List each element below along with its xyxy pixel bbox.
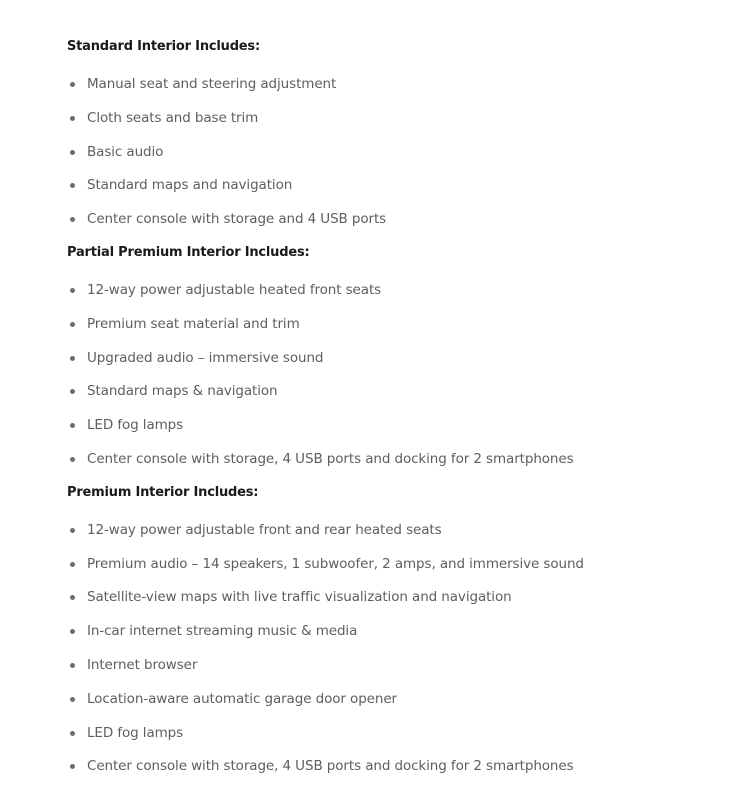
bullet-icon: [70, 629, 75, 634]
bullet-icon: [70, 217, 75, 222]
list-item: [67, 415, 727, 449]
item-text: Premium seat material and trim: [87, 315, 300, 332]
bullet-icon: [70, 116, 75, 121]
bullet-icon: [70, 697, 75, 702]
list-item: [67, 381, 727, 415]
feature-list: [67, 520, 727, 790]
item-text: LED fog lamps: [87, 417, 184, 434]
item-text: Cloth seats and base trim: [87, 109, 259, 126]
section-title: Partial Premium Interior Includes:: [67, 244, 310, 260]
bullet-icon: [70, 457, 75, 462]
list-item: [67, 587, 727, 621]
bullet-icon: [70, 731, 75, 736]
item-text: 12-way power adjustable heated front seats: [87, 281, 382, 298]
bullet-icon: [70, 82, 75, 87]
list-item: [67, 756, 727, 790]
bullet-icon: [70, 183, 75, 188]
list-item: [67, 175, 727, 209]
list-item: [67, 108, 727, 142]
item-text: Upgraded audio – immersive sound: [87, 349, 324, 366]
standard-interior-section: [67, 37, 727, 243]
feature-list: [67, 280, 727, 483]
bullet-icon: [70, 764, 75, 769]
list-item: [67, 74, 727, 108]
partial-premium-interior-section: [67, 243, 727, 483]
item-text: Basic audio: [87, 143, 164, 160]
bullet-icon: [70, 528, 75, 533]
item-text: Center console with storage, 4 USB ports and docking for 2 smartphones: [87, 758, 574, 775]
list-item: [67, 449, 727, 483]
list-item: [67, 280, 727, 314]
list-item: [67, 723, 727, 757]
bullet-icon: [70, 322, 75, 327]
bullet-icon: [70, 562, 75, 567]
bullet-icon: [70, 389, 75, 394]
item-text: Manual seat and steering adjustment: [87, 76, 337, 92]
bullet-icon: [70, 356, 75, 361]
item-text: Premium audio – 14 speakers, 1 subwoofer, 2 amps, and immersive sound: [87, 555, 584, 572]
list-item: [67, 142, 727, 176]
section-title: Premium Interior Includes:: [67, 484, 259, 500]
interior-features: [67, 37, 727, 790]
item-text: Satellite-view maps with live traffic visualization and navigation: [87, 589, 512, 606]
section-title: Standard Interior Includes:: [67, 39, 260, 54]
list-item: [67, 655, 727, 689]
feature-list: [67, 74, 727, 243]
list-item: [67, 554, 727, 588]
bullet-icon: [70, 150, 75, 155]
bullet-icon: [70, 663, 75, 668]
list-item: [67, 520, 727, 554]
list-item: [67, 689, 727, 723]
item-text: Standard maps & navigation: [87, 383, 278, 400]
item-text: Internet browser: [87, 656, 198, 673]
item-text: Standard maps and navigation: [87, 177, 293, 194]
bullet-icon: [70, 423, 75, 428]
item-text: In-car internet streaming music & media: [87, 623, 358, 640]
item-text: Location-aware automatic garage door opener: [87, 690, 397, 707]
item-text: Center console with storage, 4 USB ports and docking for 2 smartphones: [87, 450, 574, 467]
item-text: Center console with storage and 4 USB ports: [87, 211, 387, 228]
list-item: [67, 348, 727, 382]
item-text: 12-way power adjustable front and rear heated seats: [87, 521, 442, 538]
premium-interior-section: [67, 483, 727, 790]
list-item: [67, 314, 727, 348]
bullet-icon: [70, 595, 75, 600]
item-text: LED fog lamps: [87, 724, 184, 741]
list-item: [67, 621, 727, 655]
list-item: [67, 209, 727, 243]
bullet-icon: [70, 288, 75, 293]
